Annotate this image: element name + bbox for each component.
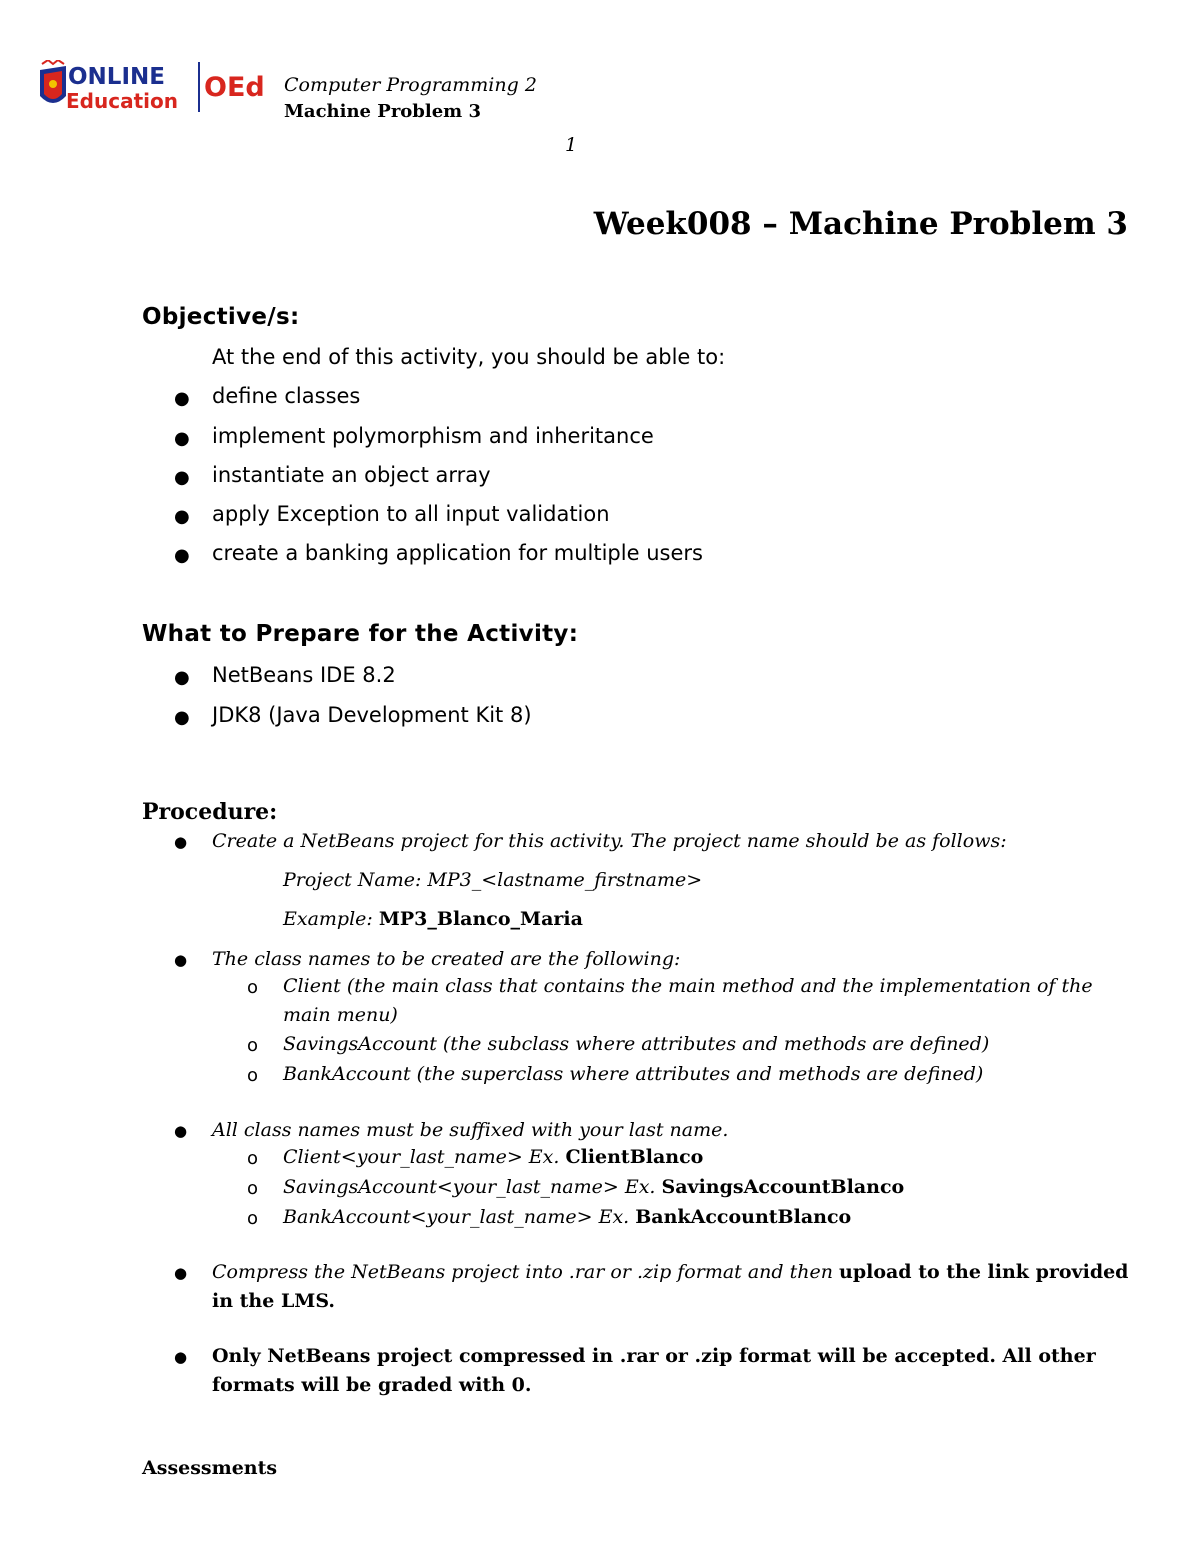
bullet-icon: ● [174, 545, 190, 566]
circle-bullet-icon: o [247, 1208, 259, 1229]
project-name-example [283, 908, 583, 930]
suffix-example [283, 1206, 851, 1228]
objective-item: implement polymorphism and inheritance [212, 424, 654, 448]
example-value: MP3_Blanco_Maria [378, 908, 583, 930]
bullet-icon: ● [174, 951, 188, 969]
suffix-example-value: BankAccountBlanco [635, 1206, 852, 1228]
course-name: Computer Programming 2 [284, 74, 537, 96]
bullet-icon: ● [174, 1122, 188, 1140]
suffix-example [283, 1146, 703, 1168]
suffix-pattern: BankAccount<your_last_name> Ex. [283, 1206, 636, 1228]
suffix-pattern: Client<your_last_name> Ex. [283, 1146, 566, 1168]
circle-bullet-icon: o [247, 1035, 259, 1056]
class-item: BankAccount (the superclass where attributes and methods are defined) [283, 1063, 984, 1085]
class-item-continued: main menu) [283, 1004, 398, 1026]
procedure-step-5: Only NetBeans project compressed in .rar or .zip format will be accepted. All other [212, 1345, 1096, 1367]
class-item: SavingsAccount (the subclass where attributes and methods are defined) [283, 1033, 990, 1055]
assessments-heading: Assessments [142, 1457, 278, 1479]
objective-item: apply Exception to all input validation [212, 502, 610, 526]
logo-text-education: Education [66, 89, 178, 113]
objectives-intro: At the end of this activity, you should be able to: [212, 345, 726, 369]
bullet-icon: ● [174, 707, 190, 728]
bullet-icon: ● [174, 428, 190, 449]
prepare-heading: What to Prepare for the Activity: [142, 621, 579, 647]
class-item: Client (the main class that contains the main method and the implementation of the [283, 975, 1093, 997]
step-4-text: Compress the NetBeans project into .rar or .zip format and then [212, 1261, 839, 1283]
circle-bullet-icon: o [247, 1178, 259, 1199]
bullet-icon: ● [174, 467, 190, 488]
logo-text-oed: OEd [204, 72, 265, 103]
circle-bullet-icon: o [247, 1065, 259, 1086]
suffix-example-value: ClientBlanco [565, 1146, 704, 1168]
bullet-icon: ● [174, 1348, 188, 1366]
example-label: Example: [283, 908, 379, 930]
circle-bullet-icon: o [247, 1148, 259, 1169]
school-logo-icon [36, 60, 272, 118]
prepare-item: JDK8 (Java Development Kit 8) [212, 703, 532, 727]
bullet-icon: ● [174, 833, 188, 851]
bullet-icon: ● [174, 506, 190, 527]
page-title: Week008 – Machine Problem 3 [593, 206, 1128, 242]
step-4-emphasis-continued: in the LMS. [212, 1290, 335, 1312]
suffix-example [283, 1176, 904, 1198]
bullet-icon: ● [174, 667, 190, 688]
procedure-heading: Procedure: [142, 799, 278, 825]
circle-bullet-icon: o [247, 977, 259, 998]
procedure-step-5-continued: formats will be graded with 0. [212, 1374, 532, 1396]
prepare-item: NetBeans IDE 8.2 [212, 663, 396, 687]
bullet-icon: ● [174, 1264, 188, 1282]
bullet-icon: ● [174, 388, 190, 409]
page-number: 1 [565, 134, 578, 156]
objective-item: define classes [212, 384, 361, 408]
project-name-format: Project Name: MP3_<lastname_firstname> [283, 869, 703, 891]
procedure-step-4 [212, 1261, 1128, 1283]
logo-text-online: ONLINE [68, 64, 165, 90]
objectives-heading: Objective/s: [142, 304, 300, 330]
suffix-pattern: SavingsAccount<your_last_name> Ex. [283, 1176, 662, 1198]
header-subtitle: Machine Problem 3 [284, 101, 482, 122]
objective-item: create a banking application for multiple users [212, 541, 703, 565]
objective-item: instantiate an object array [212, 463, 491, 487]
procedure-step-1: Create a NetBeans project for this activity. The project name should be as follows: [212, 830, 1007, 852]
procedure-step-3: All class names must be suffixed with your last name. [212, 1119, 729, 1141]
suffix-example-value: SavingsAccountBlanco [661, 1176, 905, 1198]
step-4-emphasis: upload to the link provided [839, 1261, 1129, 1283]
procedure-step-2: The class names to be created are the following: [212, 948, 681, 970]
